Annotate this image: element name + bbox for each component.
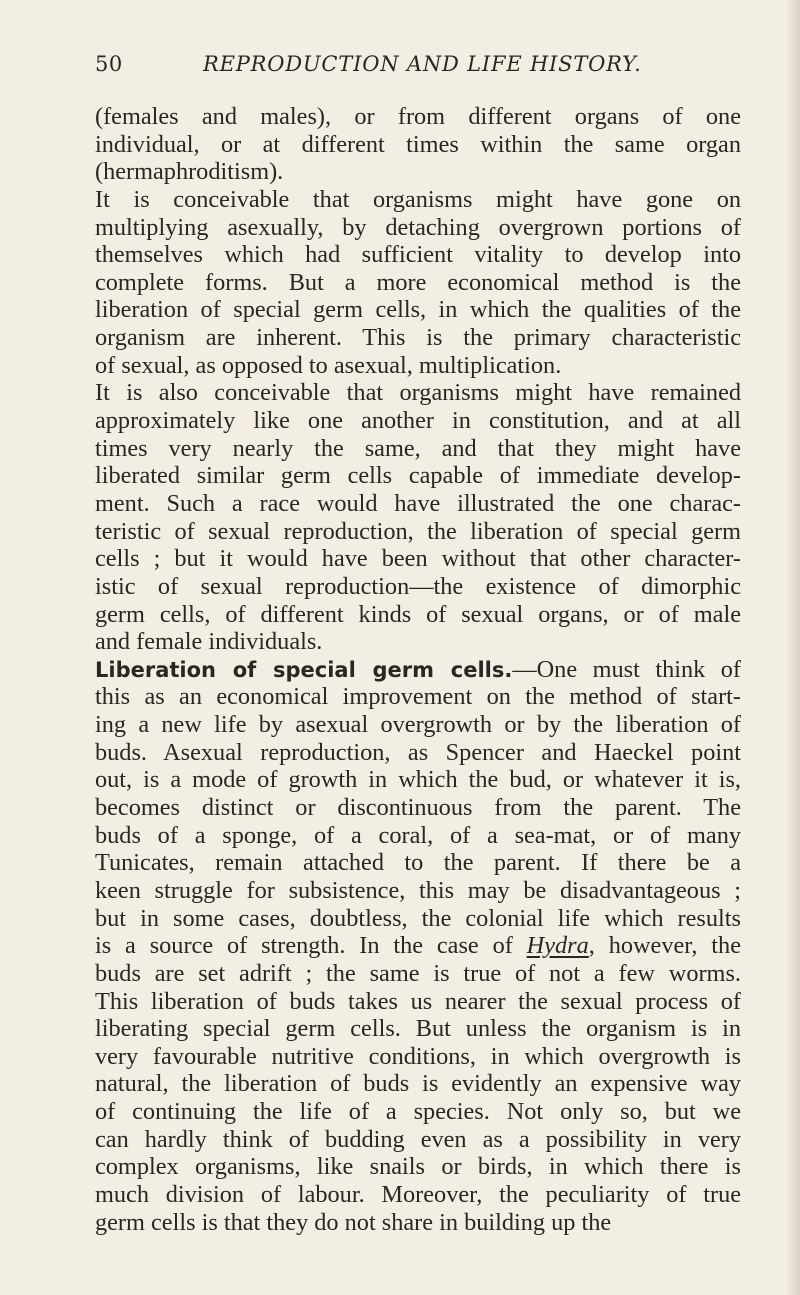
text-line [95, 573, 741, 601]
running-head [95, 52, 735, 82]
text-line [95, 490, 741, 518]
text-fragment: (hermaphroditism). [95, 158, 284, 186]
text-fragment: out, is a mode of growth in which the bud, or whatever it is, [95, 766, 741, 794]
text-fragment: (females and males), or from different organs of one [95, 103, 741, 130]
text-line [95, 518, 741, 546]
text-fragment: complete forms. But a more economical method is the [95, 268, 741, 296]
text-fragment: ing a new life by asexual overgrowth or by the liberation of [95, 711, 741, 739]
text-fragment: , however, the [588, 932, 741, 960]
text-line [95, 324, 741, 352]
text-line [95, 1209, 741, 1237]
text-fragment: buds. Asexual reproduction, as Spencer and Haeckel point [95, 738, 741, 766]
text-fragment: ment. Such a race would have illustrated the one charac- [95, 489, 741, 517]
text-line [95, 241, 741, 269]
text-fragment: buds are set adrift ; the same is true of not a few worms. [95, 959, 741, 987]
text-fragment: —One must think of [512, 655, 742, 683]
text-line [95, 683, 741, 711]
text-fragment: this as an economical improvement on the method of start- [95, 683, 741, 711]
text-fragment: of sexual, as opposed to asexual, multiplication. [95, 351, 562, 379]
text-fragment: can hardly think of budding even as a possibility in very [95, 1125, 741, 1153]
text-line [95, 1070, 741, 1098]
text-line [95, 905, 741, 933]
text-fragment: keen struggle for subsistence, this may be disadvantageous ; [95, 876, 741, 904]
text-fragment: of continuing the life of a species. Not only so, but we [95, 1098, 741, 1126]
page-edge-shadow [786, 0, 800, 1295]
text-line [95, 601, 741, 629]
text-line [95, 932, 741, 960]
text-fragment: This liberation of buds takes us nearer the sexual process of [95, 987, 741, 1015]
text-fragment: multiplying asexually, by detaching overgrown portions of [95, 213, 741, 241]
text-line [95, 1098, 741, 1126]
text-line [95, 158, 741, 186]
italic-term: Hydra [526, 932, 589, 960]
text-line [95, 628, 741, 656]
text-fragment: buds of a sponge, of a coral, of a sea-mat, or of many [95, 821, 741, 849]
text-line [95, 435, 741, 463]
text-fragment: complex organisms, like snails or birds, in which there is [95, 1153, 741, 1181]
text-line [95, 352, 741, 380]
text-fragment: Tunicates, remain attached to the parent. If there be a [95, 849, 741, 877]
text-line [95, 103, 741, 131]
text-fragment: natural, the liberation of buds is evidently an expensive way [95, 1070, 741, 1098]
text-line [95, 1126, 741, 1154]
text-fragment: individual, or at different times within the same organ [95, 130, 741, 158]
text-fragment: cells ; but it would have been without that other character- [95, 545, 741, 573]
text-fragment: themselves which had sufficient vitality to develop into [95, 241, 741, 269]
text-fragment: liberated similar germ cells capable of immediate develop- [95, 462, 741, 490]
text-fragment: is a source of strength. In the case of [95, 932, 527, 960]
text-line [95, 545, 741, 573]
text-line [95, 379, 741, 407]
text-fragment: istic of sexual reproduction—the existence of dimorphic [95, 572, 741, 600]
text-fragment: It is also conceivable that organisms might have remained [95, 379, 741, 407]
text-line [95, 269, 741, 297]
text-line [95, 766, 741, 794]
text-line [95, 711, 741, 739]
section-heading: Liberation of special germ cells. [95, 657, 513, 682]
text-line [95, 131, 741, 159]
text-line [95, 186, 741, 214]
running-title: REPRODUCTION AND LIFE HISTORY. [203, 52, 642, 76]
text-line [95, 794, 741, 822]
text-fragment: liberation of special germ cells, in which the qualities of the [95, 296, 741, 324]
text-line [95, 1153, 741, 1181]
text-fragment: but in some cases, doubtless, the colonial life which results [95, 904, 741, 932]
text-line [95, 296, 741, 324]
page-number: 50 [95, 52, 123, 76]
text-line [95, 214, 741, 242]
text-fragment: becomes distinct or discontinuous from the parent. The [95, 794, 741, 822]
text-fragment: very favourable nutritive conditions, in which overgrowth is [95, 1042, 741, 1070]
text-line [95, 462, 741, 490]
text-line [95, 656, 741, 684]
body-text [95, 103, 741, 1236]
text-line [95, 849, 741, 877]
text-fragment: It is conceivable that organisms might have gone on [95, 185, 741, 213]
text-fragment: times very nearly the same, and that they might have [95, 434, 741, 462]
text-line [95, 988, 741, 1016]
text-fragment: germ cells, of different kinds of sexual organs, or of male [95, 600, 741, 628]
text-fragment: organism are inherent. This is the primary characteristic [95, 324, 741, 352]
text-line [95, 1181, 741, 1209]
text-fragment: much division of labour. Moreover, the peculiarity of true [95, 1180, 741, 1208]
text-fragment: teristic of sexual reproduction, the liberation of special germ [95, 517, 741, 545]
text-line [95, 960, 741, 988]
text-line [95, 739, 741, 767]
text-fragment: germ cells is that they do not share in building up the [95, 1208, 612, 1236]
text-line [95, 877, 741, 905]
text-line [95, 407, 741, 435]
text-line [95, 1015, 741, 1043]
text-line [95, 822, 741, 850]
text-fragment: approximately like one another in constitution, and at all [95, 407, 741, 435]
text-line [95, 1043, 741, 1071]
text-fragment: and female individuals. [95, 628, 323, 656]
text-fragment: liberating special germ cells. But unless the organism is in [95, 1015, 741, 1043]
